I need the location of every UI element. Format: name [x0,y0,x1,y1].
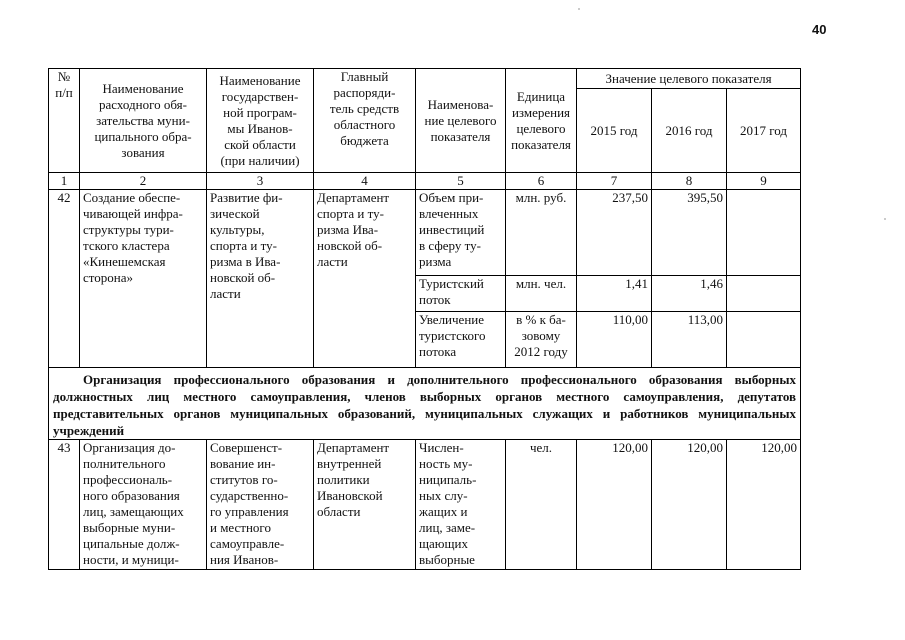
value-2015: 237,50 [577,190,652,276]
column-number: 7 [577,173,652,190]
unit-cell: чел. [506,440,577,570]
obligation-cell: Организация до- полнительного профессиональ- ного образования лиц, замещающих выборные муни- ципальные долж- ности, и муници- [80,440,207,570]
column-number: 6 [506,173,577,190]
header-manager: Главный распоряди- тель средств областного бюджета [314,69,416,173]
row-number: 43 [49,440,80,570]
row-number: 42 [49,190,80,368]
value-2017 [727,276,801,312]
value-2015: 1,41 [577,276,652,312]
unit-cell: в % к ба- зовому 2012 году [506,312,577,368]
value-2017 [727,312,801,368]
obligation-cell: Создание обеспе- чивающей инфра- структуры тури- тского кластера «Кинешемская сторона» [80,190,207,368]
value-2016: 113,00 [652,312,727,368]
column-number: 9 [727,173,801,190]
page-number: 40 [812,22,827,37]
value-2017 [727,190,801,276]
program-cell: Развитие фи- зической культуры, спорта и ту- ризма в Ива- новской об- ласти [207,190,314,368]
column-number: 4 [314,173,416,190]
indicator-cell: Объем при- влеченных инвестиций в сферу ту- ризма [416,190,506,276]
table-row [49,440,801,570]
column-number: 5 [416,173,506,190]
header-year-2016: 2016 год [652,89,727,173]
indicator-cell: Увеличение туристского потока [416,312,506,368]
indicator-cell: Туристский поток [416,276,506,312]
header-year-2017: 2017 год [727,89,801,173]
unit-cell: млн. руб. [506,190,577,276]
header-obligation: Наименование расходного обя- зательства муни- ципального обра- зования [80,69,207,173]
header-year-2015: 2015 год [577,89,652,173]
manager-cell: Департамент внутренней политики Ивановской области [314,440,416,570]
scan-speck [578,8,580,10]
header-target-values: Значение целевого показателя [577,69,801,89]
value-2016: 1,46 [652,276,727,312]
value-2015: 110,00 [577,312,652,368]
scan-speck [884,218,886,220]
value-2016: 395,50 [652,190,727,276]
column-number: 2 [80,173,207,190]
value-2017: 120,00 [727,440,801,570]
indicator-cell: Числен- ность му- ниципаль- ных слу- жащих и лиц, заме- щающих выборные [416,440,506,570]
header-number: № п/п [49,69,80,173]
table-row [49,190,801,276]
section-title: Организация профессионального образования и дополнительного профессионального образования выборных должностных лиц местного самоуправления, членов выборных органов местного самоуправления, депутатов представительных органов муниципальных образований, муниципальных служащих и работников муниципальных учреждений [49,368,801,440]
value-2016: 120,00 [652,440,727,570]
targets-table [48,68,801,570]
header-program: Наименование государствен- ной програм- мы Иванов- ской области (при наличии) [207,69,314,173]
unit-cell: млн. чел. [506,276,577,312]
program-cell: Совершенст- вование ин- ститутов го- сударственно- го управления и местного самоуправле- ния Иванов- [207,440,314,570]
manager-cell: Департамент спорта и ту- ризма Ива- новской об- ласти [314,190,416,368]
column-number: 3 [207,173,314,190]
column-number: 8 [652,173,727,190]
column-number: 1 [49,173,80,190]
section-row [49,368,801,440]
header-indicator: Наименова- ние целевого показателя [416,69,506,173]
header-unit: Единица измерения целевого показателя [506,69,577,173]
value-2015: 120,00 [577,440,652,570]
